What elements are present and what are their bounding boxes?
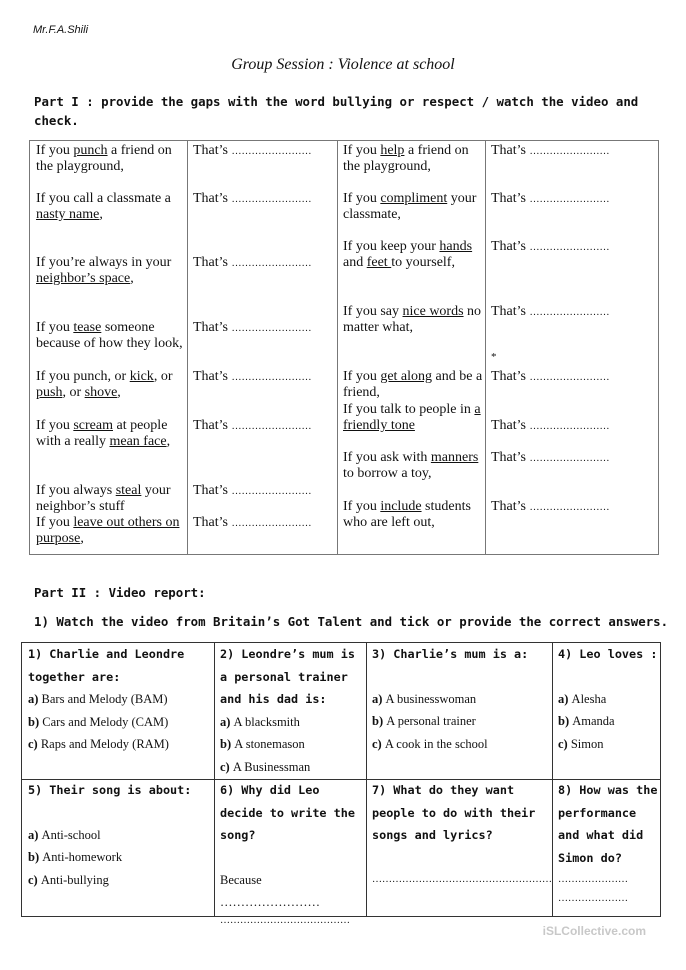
answer-blank[interactable]: That’s …………………… [491,191,610,206]
option-item[interactable] [28,846,210,869]
option-text: Anti-school [41,827,101,842]
statement-right: If you include students who are left out, [343,499,471,530]
options [372,688,548,756]
option-text: A personal trainer [386,714,476,728]
column-divider [337,141,338,554]
part2-table [21,642,661,926]
part1-table [29,140,659,555]
option-text: A stonemason [234,737,305,751]
answer-blank[interactable]: That’s …………………… [491,369,610,384]
option-text: Amanda [572,714,615,728]
option-letter: a) [220,714,234,729]
column-divider [366,643,367,916]
author-name: Mr.F.A.Shili [33,24,89,36]
option-item[interactable] [558,688,658,711]
question-2 [220,643,362,778]
statement-right: If you compliment your classmate, [343,191,477,222]
question-5 [28,779,210,891]
answer-blank[interactable]: That’s …………………… [491,304,610,319]
answer-blank[interactable]: That’s …………………… [491,143,610,158]
statement-right: If you keep your hands and feet to yourself, [343,239,473,270]
option-item[interactable] [372,733,548,756]
answer-line[interactable]: ………………………………… [220,914,350,926]
option-letter: a) [28,692,42,706]
part1-instruction: Part I : provide the gaps with the word bullying or respect / watch the video and check. [34,94,639,128]
answer-blank[interactable]: That’s …………………… [491,450,610,465]
options [28,824,210,892]
option-text: Anti-homework [42,850,123,864]
option-item[interactable] [220,733,362,756]
option-letter: a) [372,691,386,706]
option-text: A Businessman [232,759,311,774]
answer-blank[interactable]: That’s …………………… [193,418,312,433]
statement-right: If you get along and be a friend, [343,369,483,400]
part2-instruction: 1) Watch the video from Britain’s Got Talent and tick or provide the correct answers. [34,614,669,629]
option-item[interactable] [28,869,210,892]
column-divider [485,141,486,554]
question-title: 4) Leo loves : [558,647,658,661]
statement-right: If you talk to people in a friendly tone [343,402,481,433]
answer-blank[interactable]: That’s …………………… [193,369,312,384]
question-6 [220,779,362,928]
options [220,711,362,779]
question-1 [28,643,210,756]
watermark: iSLCollective.com [542,924,646,938]
question-title: 7) What do they want people to do with their songs and lyrics? [372,783,536,842]
statement-left: If you leave out others on purpose, [36,515,180,546]
option-letter: a) [558,691,572,706]
option-text: A blacksmith [233,714,300,729]
statement-left: If you always steal your neighbor’s stuff [36,483,171,514]
option-letter: c) [372,736,385,751]
question-4 [558,643,658,755]
option-letter: b) [28,850,43,864]
option-item[interactable] [372,710,548,733]
answer-blank[interactable]: That’s …………………… [491,239,610,254]
statement-left: If you punch a friend on the playground, [36,143,172,174]
answer-blank[interactable]: That’s …………………… [193,255,312,270]
question-title: 5) Their song is about: [28,783,192,797]
question-title: 6) Why did Leo decide to write the song? [220,783,355,842]
answer-blank[interactable]: That’s …………………… [193,143,312,158]
answer-blank[interactable]: That’s …………………… [491,418,610,433]
column-divider [214,643,215,916]
answer-blank[interactable]: That’s …………………… [193,515,312,530]
question-8 [558,779,658,906]
options [28,688,210,756]
option-letter: b) [28,714,43,729]
column-divider [187,141,188,554]
statement-left: If you punch, or kick, or push, or shove, [36,369,173,400]
answer-blank[interactable]: That’s …………………… [193,191,312,206]
option-letter: b) [372,714,387,728]
option-letter: c) [28,737,41,751]
question-title: 1) Charlie and Leondre together are: [28,647,185,684]
statement-right: If you help a friend on the playground, [343,143,469,174]
option-item[interactable] [220,711,362,734]
answer-line[interactable]: Because …………………… [220,872,320,909]
option-item[interactable] [558,710,658,733]
question-title: 8) How was the performance and what did Simon do? [558,783,658,865]
option-text: A businesswoman [385,691,477,706]
option-text: A cook in the school [384,736,488,751]
statement-left: If you scream at people with a really mean face, [36,418,171,449]
answer-line[interactable]: ………………… [558,874,628,885]
option-letter: a) [28,827,42,842]
option-item[interactable] [28,688,210,711]
option-text: Anti-bullying [40,872,109,887]
options [558,688,658,756]
option-item[interactable] [372,688,548,711]
statement-left: If you tease someone because of how they look, [36,320,183,351]
answer-blank[interactable]: That’s …………………… [193,483,312,498]
statement-right: If you ask with manners to borrow a toy, [343,450,479,481]
answer-line[interactable]: ………………… [558,892,628,904]
question-3 [372,643,548,755]
option-text: Raps and Melody (RAM) [40,737,169,751]
option-text: Simon [570,736,604,751]
option-item[interactable] [220,756,362,779]
option-letter: b) [220,737,235,751]
option-letter: c) [28,872,41,887]
question-7 [372,779,552,891]
option-text: Alesha [571,691,607,706]
option-item[interactable] [28,711,210,734]
option-letter: c) [558,736,571,751]
question-title: 3) Charlie’s mum is a: [372,647,529,661]
option-item[interactable] [28,733,210,756]
question-title: 2) Leondre’s mum is a personal trainer and his dad is: [220,647,355,706]
statement-left: If you’re always in your neighbor’s space, [36,255,172,286]
option-letter: c) [220,759,233,774]
answer-blank[interactable]: That’s …………………… [491,499,610,514]
part2-heading: Part II : Video report: [34,585,206,600]
page-title: Group Session : Violence at school [231,56,455,73]
statement-left: If you call a classmate a nasty name, [36,191,171,222]
asterisk-mark: * [491,351,497,363]
answer-line[interactable]: ……………………………………………… [372,873,552,885]
option-item[interactable] [558,733,658,756]
option-text: Cars and Melody (CAM) [42,714,169,729]
option-text: Bars and Melody (BAM) [41,692,168,706]
option-letter: b) [558,714,573,728]
answer-blank[interactable]: That’s …………………… [193,320,312,335]
statement-right: If you say nice words no matter what, [343,304,482,335]
option-item[interactable] [28,824,210,847]
column-divider [552,643,553,916]
